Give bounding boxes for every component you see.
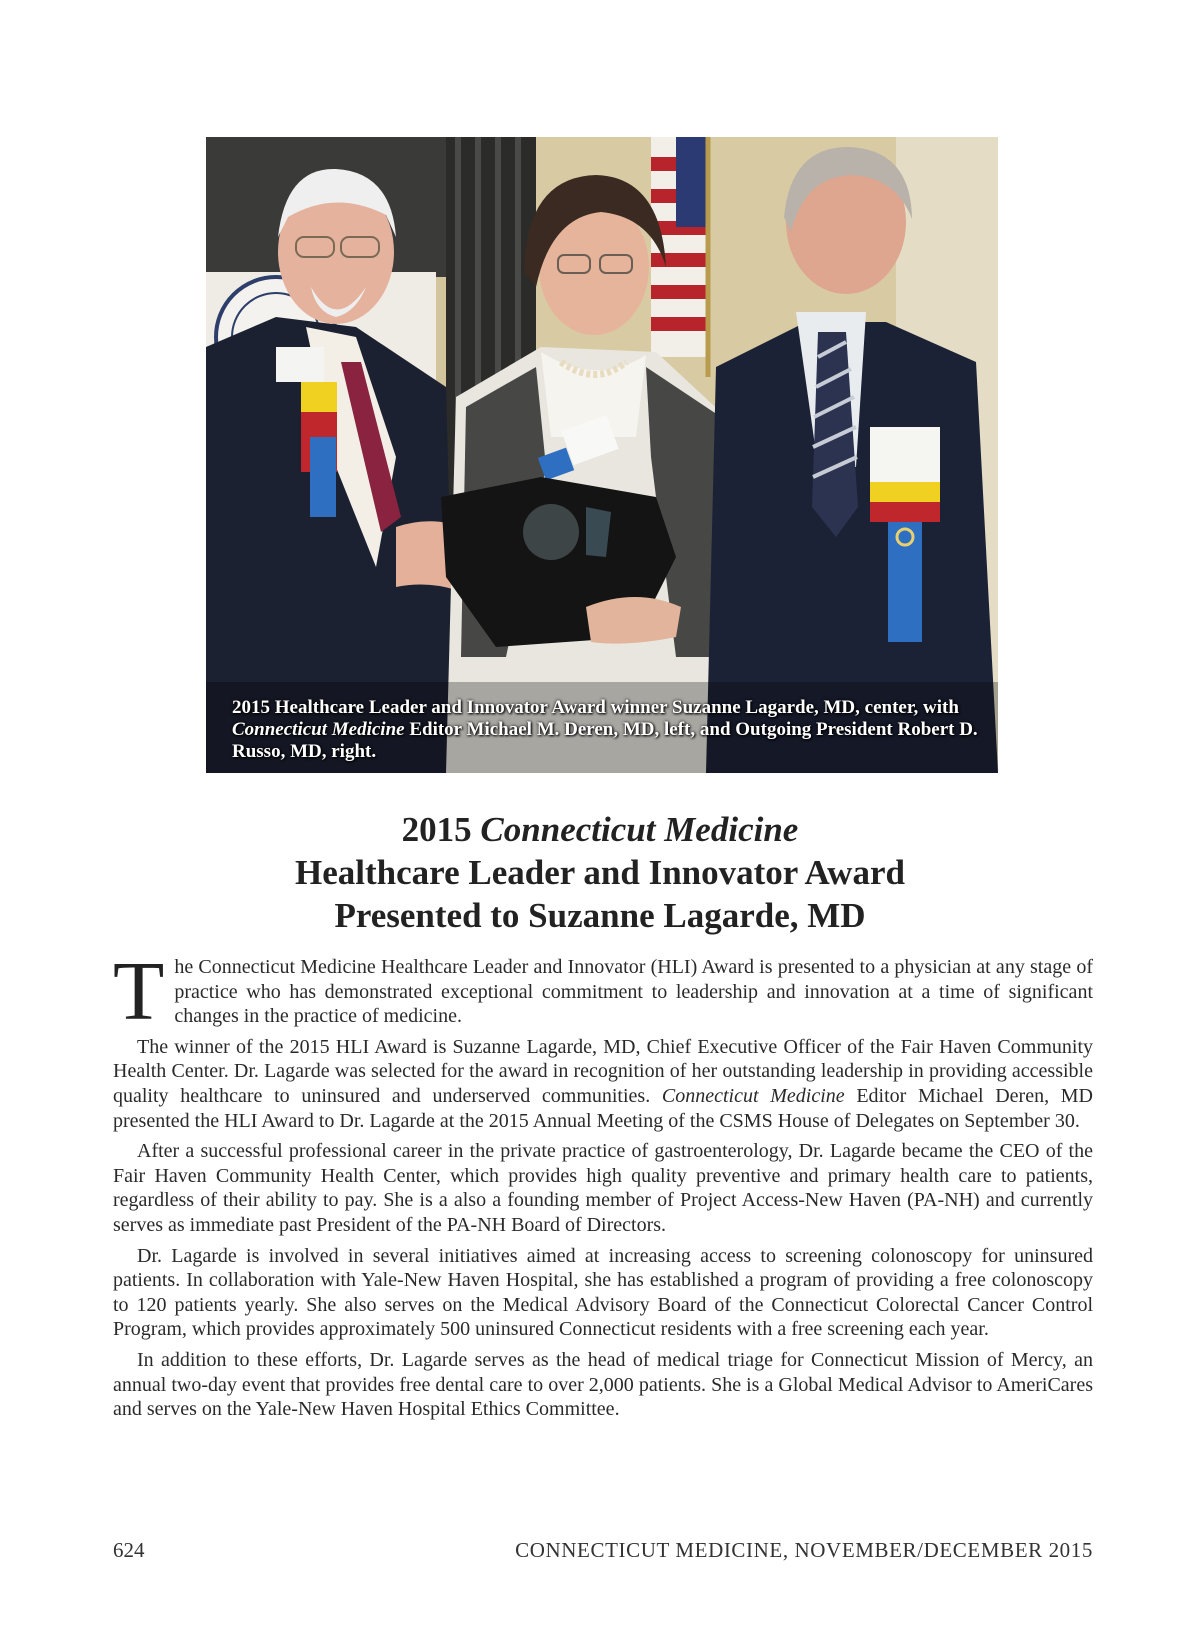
- headline-line-2: Healthcare Leader and Innovator Award: [295, 853, 905, 892]
- paragraph-5: In addition to these efforts, Dr. Lagarde serves as the head of medical triage for Connecticut Mission of Mercy, an annual two-day event that provides free dental care to over 2,000 patients. She is a Global Medical Advisor to AmeriCares and serves on the Yale-New Haven Hospital Ethics Committee.: [113, 1348, 1093, 1421]
- paragraph-1: The Connecticut Medicine Healthcare Leader and Innovator (HLI) Award is presented to a physician at any stage of practice who has demonstrated exceptional commitment to leadership and innovation at a time of significant changes in the practice of medicine.: [113, 945, 1093, 1038]
- flag-icon: [651, 137, 710, 377]
- headline-line-3: Presented to Suzanne Lagarde, MD: [334, 896, 866, 935]
- drop-cap: T: [113, 945, 165, 1038]
- caption-journal-name: Connecticut Medicine: [232, 719, 405, 740]
- award-photo-illustration: [206, 137, 998, 773]
- paragraph-3: After a successful professional career in the private practice of gastroenterology, Dr. Lagarde became the CEO of the Fair Haven Community Health Center, which provides high quality preventive and primary health care to patients, regardless of their ability to pay. She is a also a founding member of Project Access-New Haven (PA-NH) and currently serves as immediate past President of the PA-NH Board of Directors.: [113, 1140, 1093, 1236]
- paragraph-2-journal-name: Connecticut Medicine: [661, 1084, 845, 1107]
- headline-line-1: 2015 Connecticut Medicine: [401, 810, 799, 849]
- paragraph-4: Dr. Lagarde is involved in several initiatives aimed at increasing access to screening colonoscopy for uninsured patients. In collaboration with Yale-New Haven Hospital, she has established a program of providing a free colonoscopy to 120 patients yearly. She also serves on the Medical Advisory Board of the Connecticut Colorectal Cancer Control Program, which provides approximately 500 uninsured Connecticut residents with a free screening each year.: [113, 1244, 1093, 1341]
- paragraph-2: The winner of the 2015 HLI Award is Suzanne Lagarde, MD, Chief Executive Officer of the Fair Haven Community Health Center. Dr. Lagarde was selected for the award in recognition of her outstanding leadership in providing accessible quality healthcare to uninsured and underserved communities. Connecticut Medicine Editor Michael Deren, MD presented the HLI Award to Dr. Lagarde at the 2015 Annual Meeting of the CSMS House of Delegates on September 30.: [113, 1035, 1093, 1132]
- page-number: 624: [113, 1538, 145, 1562]
- photo-caption: 2015 Healthcare Leader and Innovator Award winner Suzanne Lagarde, MD, center, with Connecticut Medicine Editor Michael M. Deren, MD, left, and Outgoing President Robert D. Russo, MD, right.: [232, 697, 978, 762]
- journal-issue-footer: CONNECTICUT MEDICINE, NOVEMBER/DECEMBER 2015: [515, 1538, 1093, 1562]
- headline-journal-name: Connecticut Medicine: [480, 810, 799, 849]
- article-body: [113, 945, 1093, 1428]
- award-photo: [206, 137, 998, 773]
- article-headline: [160, 808, 1040, 937]
